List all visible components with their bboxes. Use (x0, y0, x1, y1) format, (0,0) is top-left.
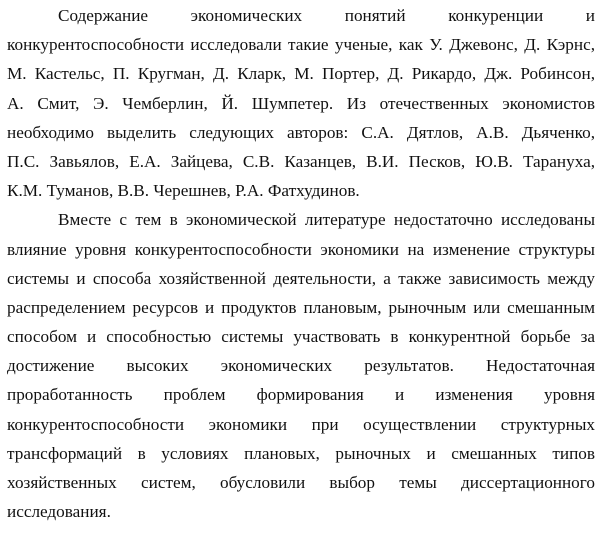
text-line: распределением ресурсов и продуктов плановым, рыночным или смешанным (7, 297, 595, 317)
text-line: конкурентоспособности экономики при осуществлении структурных (7, 414, 595, 434)
paragraph-authors (7, 1, 595, 205)
text-line: влияние уровня конкурентоспособности экономики на изменение структуры (7, 239, 595, 259)
text-line: К.М. Туманов, В.В. Черешнев, Р.А. Фатхудинов. (7, 181, 360, 201)
text-line: трансформаций в условиях плановых, рыночных и смешанных типов (7, 443, 595, 463)
text-line: системы и способа хозяйственной деятельности, а также зависимость между (7, 268, 595, 288)
paragraph-research-gap (7, 205, 595, 526)
text-line: способом и способностью системы участвовать в конкурентной борьбе за (7, 327, 595, 347)
text-line: необходимо выделить следующих авторов: С.А. Дятлов, А.В. Дьяченко, (7, 122, 595, 142)
text-line: хозяйственных систем, обусловили выбор темы диссертационного (7, 473, 595, 492)
text-line: А. Смит, Э. Чемберлин, Й. Шумпетер. Из отечественных экономистов (7, 93, 595, 113)
text-line: М. Кастельс, П. Кругман, Д. Кларк, М. Портер, Д. Рикардо, Дж. Робинсон, (7, 64, 595, 84)
text-line: конкурентоспособности исследовали такие ученые, как У. Джевонс, Д. Кэрнс, (7, 35, 595, 55)
text-line: достижение высоких экономических результатов. Недостаточная (7, 356, 595, 376)
text-line: исследования. (7, 502, 111, 522)
text-line: П.С. Завьялов, Е.А. Зайцева, С.В. Казанцев, В.И. Песков, Ю.В. Тарануха, (7, 151, 595, 171)
text-line: Вместе с тем в экономической литературе недостаточно исследованы (58, 210, 595, 230)
text-line: проработанность проблем формирования и изменения уровня (7, 385, 595, 405)
text-line: Содержание экономических понятий конкуренции и (58, 6, 595, 25)
